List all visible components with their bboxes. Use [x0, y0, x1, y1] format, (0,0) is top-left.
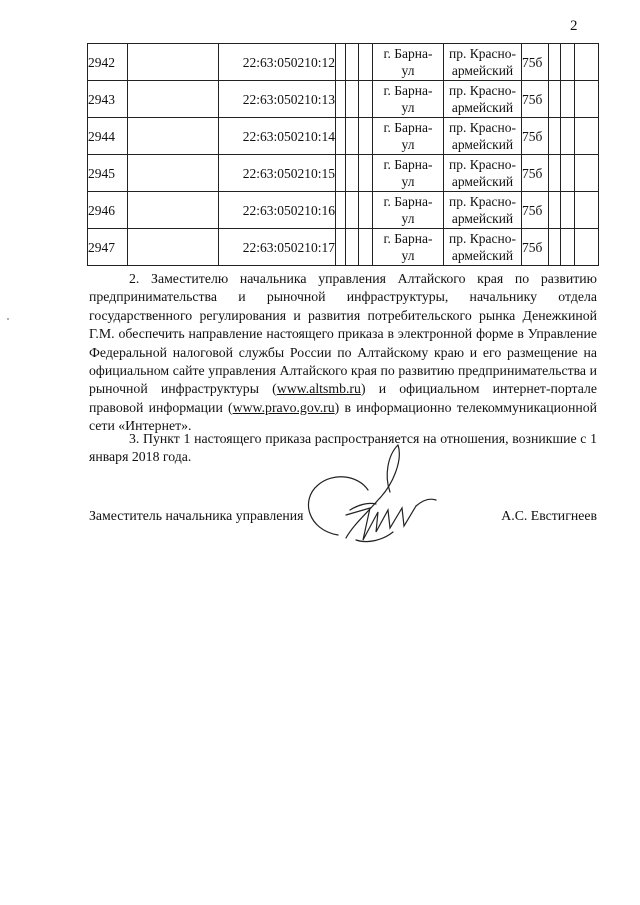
street-cell-line: пр. Красно-: [449, 231, 516, 246]
street-cell: [444, 81, 522, 118]
city-cell-line: ул: [401, 63, 415, 78]
handwritten-signature: [298, 440, 448, 550]
street-cell-line: армейский: [451, 100, 514, 115]
empty-cell: [549, 81, 561, 118]
empty-cell: [561, 81, 575, 118]
street-cell-line: армейский: [451, 174, 514, 189]
table-row: [88, 44, 599, 81]
empty-cell: [359, 229, 373, 266]
property-table: [87, 43, 599, 266]
empty-cell: [336, 192, 346, 229]
table-row: [88, 229, 599, 266]
empty-cell: [575, 44, 599, 81]
row-number-cell: 2944: [88, 118, 128, 155]
street-cell-line: армейский: [451, 211, 514, 226]
city-cell-line: ул: [401, 137, 415, 152]
empty-cell: [549, 118, 561, 155]
page-number: 2: [570, 18, 578, 34]
empty-cell: [561, 229, 575, 266]
street-cell-line: армейский: [451, 63, 514, 78]
empty-cell: [336, 81, 346, 118]
city-cell-line: г. Барна-: [383, 194, 433, 209]
paragraph-2-text-1: 2. Заместителю начальника управления Алтайского края по развитию предпринимательства и рыночной инфраструктуры, начальнику отдела государственного регулирования и развития потребительского рынка Денежкиной Г.М. обеспечить направление настоящего приказа в электронной форме в Управление Федеральной налоговой службы России по Алтайскому краю и его размещение на официальном сайте управления Алтайского края по развитию предпринимательства и рыночной инфраструктуры (: [89, 271, 597, 397]
empty-cell: [549, 155, 561, 192]
empty-cell: [359, 81, 373, 118]
empty-cell: [128, 229, 219, 266]
street-cell-line: пр. Красно-: [449, 46, 516, 61]
empty-cell: [575, 118, 599, 155]
cadastral-number-cell: 22:63:050210:13: [219, 81, 336, 118]
city-cell-line: ул: [401, 174, 415, 189]
house-number-cell: 75б: [522, 155, 549, 192]
table-row: [88, 118, 599, 155]
paragraph-2-text-2: ) и официальном интернет-портале правовой информации (: [89, 381, 597, 415]
empty-cell: [336, 44, 346, 81]
row-number-cell: 2942: [88, 44, 128, 81]
scan-dot: [7, 318, 9, 320]
house-number-cell: 75б: [522, 44, 549, 81]
city-cell-line: г. Барна-: [383, 157, 433, 172]
empty-cell: [346, 81, 359, 118]
cadastral-number-cell: 22:63:050210:16: [219, 192, 336, 229]
signatory-name: А.С. Евстигнеев: [501, 508, 597, 523]
empty-cell: [346, 229, 359, 266]
cadastral-number-cell: 22:63:050210:14: [219, 118, 336, 155]
empty-cell: [575, 229, 599, 266]
empty-cell: [128, 192, 219, 229]
city-cell: [373, 44, 444, 81]
empty-cell: [359, 118, 373, 155]
table-row: [88, 192, 599, 229]
empty-cell: [359, 155, 373, 192]
empty-cell: [575, 81, 599, 118]
street-cell: [444, 229, 522, 266]
empty-cell: [561, 118, 575, 155]
empty-cell: [336, 229, 346, 266]
house-number-cell: 75б: [522, 81, 549, 118]
empty-cell: [336, 155, 346, 192]
empty-cell: [549, 44, 561, 81]
street-cell-line: пр. Красно-: [449, 120, 516, 135]
city-cell: [373, 192, 444, 229]
empty-cell: [128, 81, 219, 118]
link-pravo[interactable]: www.pravo.gov.ru: [232, 399, 335, 415]
city-cell: [373, 155, 444, 192]
row-number-cell: 2946: [88, 192, 128, 229]
empty-cell: [549, 229, 561, 266]
empty-cell: [346, 118, 359, 155]
street-cell-line: армейский: [451, 137, 514, 152]
paragraph-3-text: 3. Пункт 1 настоящего приказа распространяется на отношения, возникшие с 1 января 2018 года.: [89, 431, 597, 465]
city-cell: [373, 81, 444, 118]
row-number-cell: 2945: [88, 155, 128, 192]
city-cell-line: г. Барна-: [383, 83, 433, 98]
street-cell-line: пр. Красно-: [449, 83, 516, 98]
link-altsmb[interactable]: www.altsmb.ru: [276, 381, 361, 397]
empty-cell: [575, 192, 599, 229]
street-cell: [444, 155, 522, 192]
empty-cell: [549, 192, 561, 229]
street-cell-line: армейский: [451, 248, 514, 263]
row-number-cell: 2947: [88, 229, 128, 266]
cadastral-number-cell: 22:63:050210:17: [219, 229, 336, 266]
empty-cell: [561, 155, 575, 192]
city-cell-line: ул: [401, 100, 415, 115]
empty-cell: [346, 192, 359, 229]
empty-cell: [359, 44, 373, 81]
street-cell-line: пр. Красно-: [449, 194, 516, 209]
city-cell-line: ул: [401, 248, 415, 263]
paragraph-2-text-3: ) в информационно телекоммуникационной сети «Интернет».: [89, 399, 597, 434]
street-cell: [444, 44, 522, 81]
empty-cell: [336, 118, 346, 155]
city-cell-line: г. Барна-: [383, 46, 433, 61]
empty-cell: [575, 155, 599, 192]
house-number-cell: 75б: [522, 192, 549, 229]
row-number-cell: 2943: [88, 81, 128, 118]
city-cell: [373, 118, 444, 155]
city-cell-line: г. Барна-: [383, 231, 433, 246]
paragraph-2: [89, 270, 597, 436]
street-cell-line: пр. Красно-: [449, 157, 516, 172]
signatory-title: Заместитель начальника управления: [89, 508, 304, 523]
house-number-cell: 75б: [522, 118, 549, 155]
empty-cell: [346, 44, 359, 81]
empty-cell: [561, 192, 575, 229]
house-number-cell: 75б: [522, 229, 549, 266]
empty-cell: [128, 118, 219, 155]
property-table-body: [88, 44, 599, 266]
table-row: [88, 81, 599, 118]
city-cell-line: ул: [401, 211, 415, 226]
empty-cell: [561, 44, 575, 81]
city-cell: [373, 229, 444, 266]
empty-cell: [359, 192, 373, 229]
city-cell-line: г. Барна-: [383, 120, 433, 135]
empty-cell: [128, 44, 219, 81]
street-cell: [444, 118, 522, 155]
empty-cell: [128, 155, 219, 192]
cadastral-number-cell: 22:63:050210:12: [219, 44, 336, 81]
street-cell: [444, 192, 522, 229]
cadastral-number-cell: 22:63:050210:15: [219, 155, 336, 192]
empty-cell: [346, 155, 359, 192]
table-row: [88, 155, 599, 192]
